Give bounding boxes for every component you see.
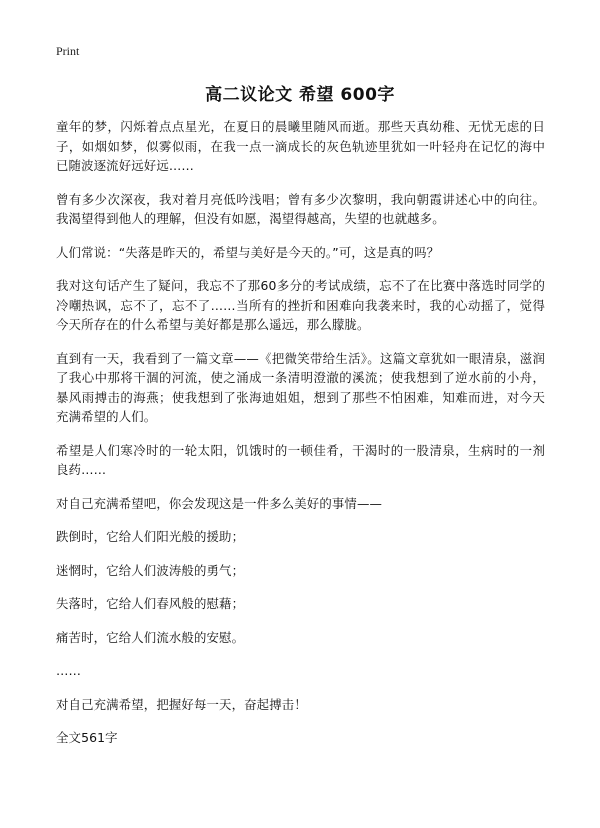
paragraph-conclusion: 对自己充满希望，把握好每一天，奋起搏击！ — [56, 696, 307, 712]
print-link[interactable]: Print — [56, 44, 80, 58]
paragraph-hope-metaphor: 希望是人们寒冷时的一轮太阳，饥饿时的一顿佳肴，干渴时的一股清泉，生病时的一剂良药…… — [56, 442, 545, 477]
paragraph-confusion: 迷惘时，它给人们波涛般的勇气； — [56, 562, 245, 578]
paragraph-saying: 人们常说：“失落是昨天的，希望与美好是今天的。”可，这是真的吗？ — [56, 244, 440, 260]
paragraph-fall: 跌倒时，它给人们阳光般的援助； — [56, 529, 245, 544]
article-body — [56, 117, 545, 762]
paragraph-exhortation: 对自己充满希望吧，你会发现这是一件多么美好的事情—— — [56, 495, 383, 511]
paragraph-loss: 失落时，它给人们春风般的慰藉； — [56, 596, 245, 611]
paragraph-ellipsis: …… — [56, 663, 82, 678]
paragraph-pain: 痛苦时，它给人们流水般的安慰。 — [56, 629, 245, 645]
paragraph-doubt: 我对这句话产生了疑问，我忘不了那60多分的考试成绩，忘不了在比赛中落选时同学的冷嘲热讽，忘不了，忘不了……当所有的挫折和困难向我袭来时，我的心动摇了，觉得今天所存在的什么希望与美好都是那么遥远，那么朦胧。 — [56, 278, 545, 332]
paragraph-intro: 童年的梦，闪烁着点点星光，在夏日的晨曦里随风而逝。那些天真幼稚、无忧无虑的日子，如烟如梦，似雾似雨，在我一点一滴成长的灰色轨迹里犹如一叶轻舟在记忆的海中已随波逐流好远好远…… — [56, 119, 545, 173]
article-title: 高二议论文 希望 600字 — [205, 85, 395, 105]
paragraph-longing: 曾有多少次深夜，我对着月亮低吟浅唱；曾有多少次黎明，我向朝霞讲述心中的向往。我渴望得到他人的理解，但没有如愿，渴望得越高，失望的也就越多。 — [56, 191, 545, 226]
paragraph-turning-point: 直到有一天，我看到了一篇文章——《把微笑带给生活》。这篇文章犹如一眼清泉，滋润了我心中那将干涸的河流，使之涌成一条清明澄澈的溪流；使我想到了逆水前的小舟，暴风雨搏击的海燕；使我想到了张海迪姐姐，想到了那些不怕困难，知难而进，对今天充满希望的人们。 — [56, 350, 545, 424]
word-count: 全文561字 — [56, 730, 118, 745]
